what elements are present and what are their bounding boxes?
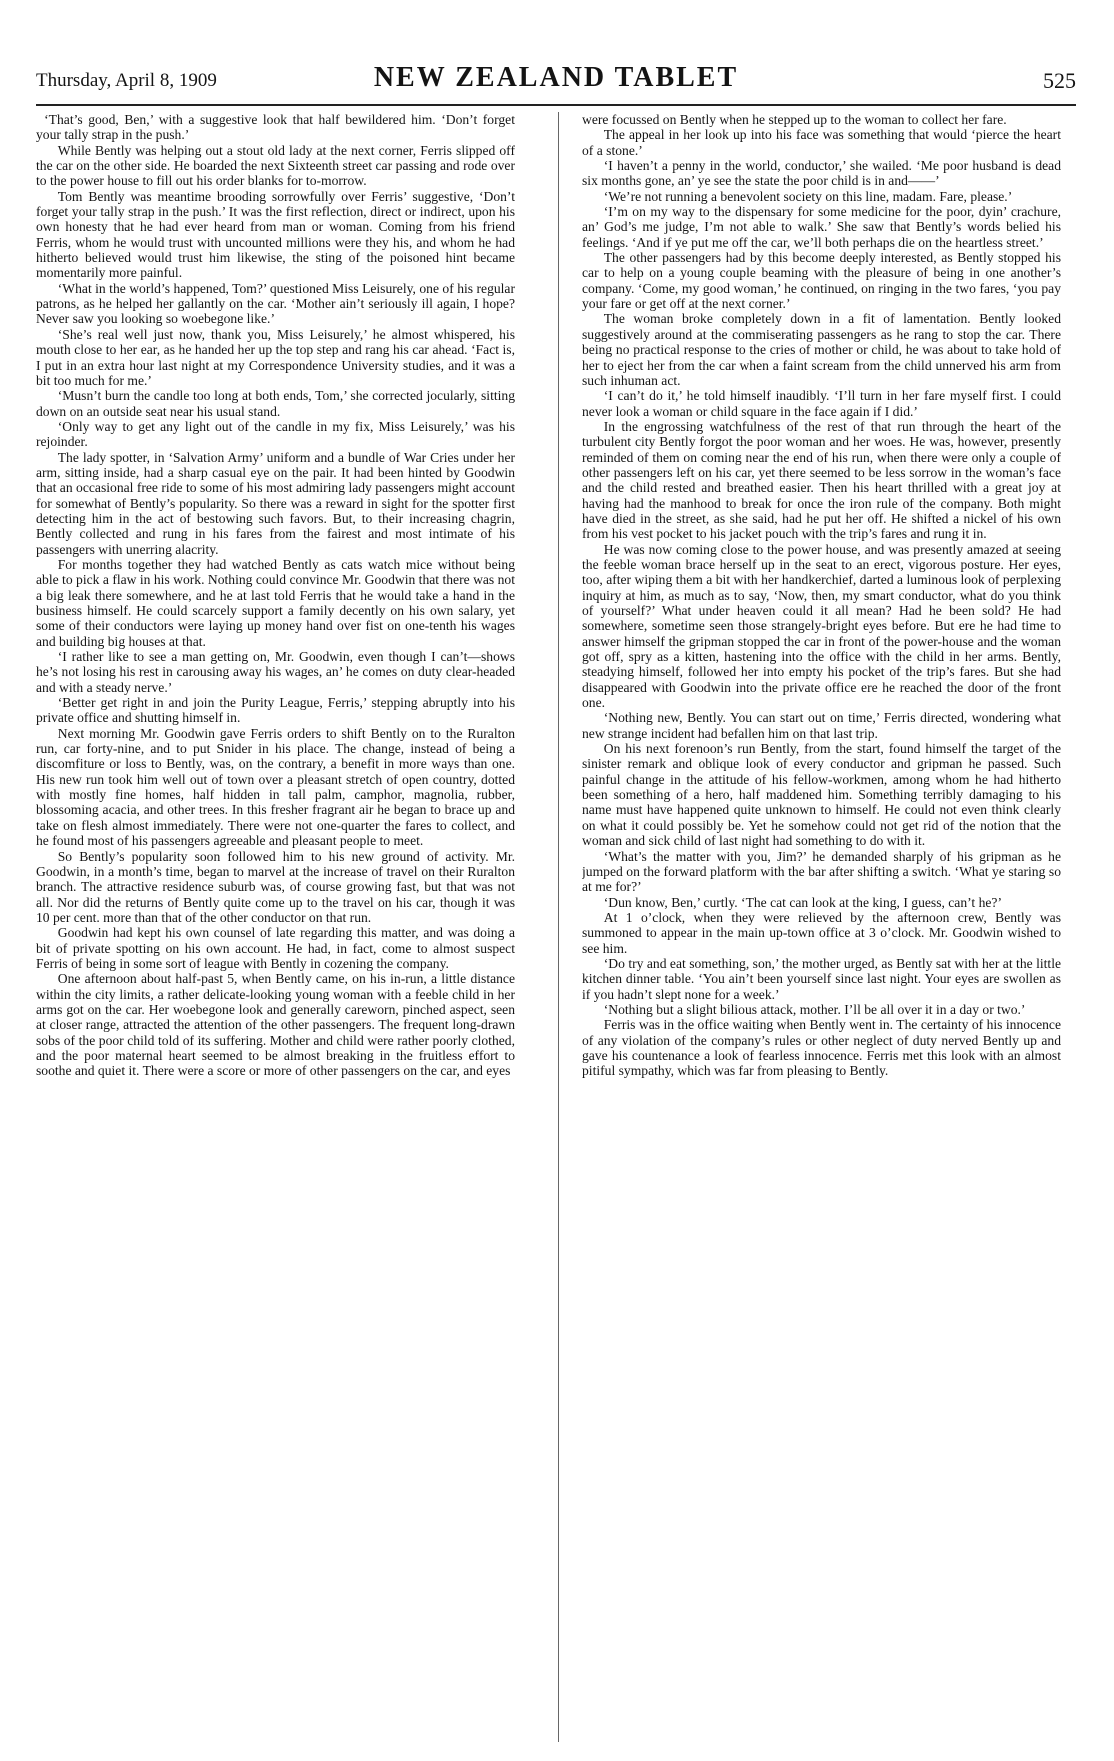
paragraph: The woman broke completely down in a fit of lamentation. Bently looked suggestively around at the commiserating passengers as he rang to stop the car. There being no practical response to the cries of mother or child, he was about to take hold of her to eject her from the car when a faint scream from the child unnerved his arm from such inhuman act. xyxy=(582,311,1061,388)
page-number: 525 xyxy=(1043,68,1076,93)
paragraph: ‘Nothing but a slight bilious attack, mother. I’ll be all over it in a day or two.’ xyxy=(603,1001,1026,1017)
issue-date: Thursday, April 8, 1909 xyxy=(36,70,217,91)
paragraph: ‘I can’t do it,’ he told himself inaudibly. ‘I’ll turn in her fare myself first. I could never look a woman or child square in the face again if I did.’ xyxy=(582,388,1061,419)
page-header xyxy=(36,62,1076,100)
paragraph: ‘Do try and eat something, son,’ the mother urged, as Bently sat with her at the little kitchen dinner table. ‘You ain’t been yourself since last night. Your eyes are swollen as if you hadn’t slept none for a week.’ xyxy=(582,955,1061,1002)
paragraph: ‘What in the world’s happened, Tom?’ questioned Miss Leisurely, one of his regular patrons, as he helped her gallantly on the car. ‘Mother ain’t seriously ill again, I hope? Never saw you looking so woebegone like.’ xyxy=(36,280,515,327)
paragraph: One afternoon about half-past 5, when Bently came, on his in-run, a little distance within the city limits, a rather delicate-looking young woman with a feeble child in her arms got on the car. Her woebegone look and generally careworn, pinched aspect, seen at closer range, attracted the attention of the other passengers. The frequent long-drawn sobs of the poor child told of its suffering. Mother and child were rather poorly clothed, and the poor maternal heart seemed to be almost breaking in the fruitless effort to soothe and quiet it. There were a score or more of other passengers on the car, and eyes xyxy=(36,971,515,1079)
paragraph: For months together they had watched Bently as cats watch mice without being able to pick a flaw in his work. Nothing could convince Mr. Goodwin that there was not a big leak there somewhere, and he at last told Ferris that he would take a hand in the business himself. He could scarcely support a family decently on his own salary, yet some of their conductors were laying up money hand over fist on one-tenth his wages and building big houses at that. xyxy=(36,556,515,649)
paragraph: ‘I rather like to see a man getting on, Mr. Goodwin, even though I can’t—shows he’s not losing his rest in carousing away his wages, an’ he comes on duty clear-headed and with a steady nerve.’ xyxy=(36,649,515,695)
paragraph: ‘I’m on my way to the dispensary for some medicine for the poor, dyin’ crachure, an’ God’s me judge, I’m not able to walk.’ She saw that Bently’s words belied his feelings. ‘And if ye put me off the car, we’ll both perhaps die on the heartless street.’ xyxy=(582,204,1061,250)
paragraph: On his next forenoon’s run Bently, from the start, found himself the target of the sinister remark and oblique look of every conductor and gripman he passed. Such painful change in the attitude of his fellow-workmen, among whom he had hitherto been something of a hero, half maddened him. Something terribly damaging to his name must have happened quite unknown to himself. He could not even think clearly on what it could possibly be. Yet he somehow could not get rid of the notion that the woman and sick child of last night had something to do with it. xyxy=(582,741,1061,849)
paragraph: At 1 o’clock, when they were relieved by the afternoon crew, Bently was summoned to appear in the main up-town office at 3 o’clock. Mr. Goodwin wished to see him. xyxy=(582,909,1061,956)
masthead-title: NEW ZEALAND TABLET xyxy=(373,62,739,93)
paragraph: The appeal in her look up into his face was something that would ‘pierce the heart of a stone.’ xyxy=(582,127,1061,158)
paragraph: The other passengers had by this become deeply interested, as Bently stopped his car to help on a young couple beaming with the pleasure of being in one another’s company. ‘Come, my good woman,’ he continued, on ringing in the two fares, ‘you pay your fare or get off at the next corner.’ xyxy=(582,250,1061,312)
paragraph: Next morning Mr. Goodwin gave Ferris orders to shift Bently on to the Ruralton run, car forty-nine, and to put Snider in his place. The change, instead of being a discomfiture or loss to Bently, was, on the contrary, a benefit in more ways than one. His new run took him well out of town over a pleasant stretch of open country, dotted with mostly fine homes, half hidden in tall palm, camphor, magnolia, rubber, blossoming acacia, and other trees. In this fresher fragrant air he began to brace up and take on flesh almost immediately. There were not one-quarter the fares to collect, and he found most of his passengers agreeable and pleasant people to meet. xyxy=(36,725,515,849)
paragraph: The lady spotter, in ‘Salvation Army’ uniform and a bundle of War Cries under her arm, sitting inside, had a sharp casual eye on the pair. It had been hinted by Goodwin that an occasional free ride to some of his most admiring lady passengers might account for somewhat of Bently’s popularity. So there was a reward in sight for the spotter first detecting him in the act of bestowing such favors. But, to their increasing chagrin, Bently collected and rung in his fares from the fairest and most intimate of his passengers with unerring alacrity. xyxy=(36,449,515,557)
right-column xyxy=(582,112,1061,1742)
paragraph: were focussed on Bently when he stepped up to the woman to collect her fare. xyxy=(582,112,1007,127)
paragraph: ‘Nothing new, Bently. You can start out on time,’ Ferris directed, wondering what new strange incident had befallen him on that last trip. xyxy=(582,710,1061,741)
left-column xyxy=(36,112,515,1742)
paragraph: In the engrossing watchfulness of the rest of that run through the heart of the turbulent city Bently forgot the poor woman and her woes. He was, however, presently reminded of them on coming near the end of his run, when there were only a couple of other passengers left on his car, yet there seemed to be less sorrow in the woman’s face and the child rested and breathed easier. Then his heart thrilled with a great joy at having had the manhood to break for once the iron rule of the company. Both might have died in the street, as she said, had he put her off. He shifted a nickel of his own from his vest pocket to his jacket pouch with the trip’s fares and rung it in. xyxy=(582,418,1061,542)
paragraph: ‘We’re not running a benevolent society on this line, madam. Fare, please.’ xyxy=(603,188,1013,204)
paragraph: ‘I haven’t a penny in the world, conductor,’ she wailed. ‘Me poor husband is dead six months gone, an’ ye see the state the poor child is in and——’ xyxy=(582,158,1061,189)
paragraph: ‘That’s good, Ben,’ with a suggestive look that half bewildered him. ‘Don’t forget your tally strap in the push.’ xyxy=(36,112,515,143)
paragraph: Goodwin had kept his own counsel of late regarding this matter, and was doing a bit of private spotting on his own account. He had, in fact, come to almost suspect Ferris of being in some sort of league with Bently in cozening the company. xyxy=(36,925,515,971)
paragraph: ‘Better get right in and join the Purity League, Ferris,’ stepping abruptly into his private office and shutting himself in. xyxy=(36,695,515,726)
paragraph: So Bently’s popularity soon followed him to his new ground of activity. Mr. Goodwin, in a month’s time, began to marvel at the increase of travel on their Ruralton branch. The attractive residence suburb was, of course growing fast, but that was not all. Nor did the returns of Bently quite come up to the travel on his car, though it was 10 per cent. more than that of the other conductor on that run. xyxy=(36,848,515,925)
paragraph: ‘Only way to get any light out of the candle in my fix, Miss Leisurely,’ was his rejoinder. xyxy=(36,418,515,450)
paragraph: Ferris was in the office waiting when Bently went in. The certainty of his innocence of any violation of the company’s rules or other neglect of duty nerved Bently up and gave his countenance a look of fearless innocence. Ferris met this look with an almost pitiful sympathy, which was far from pleasing to Bently. xyxy=(582,1017,1061,1079)
paragraph: ‘Dun know, Ben,’ curtly. ‘The cat can look at the king, I guess, can’t he?’ xyxy=(603,894,1002,910)
paragraph: Tom Bently was meantime brooding sorrowfully over Ferris’ suggestive, ‘Don’t forget your tally strap in the push.’ It was the first reflection, direct or indirect, upon his own honesty that he had ever heard from man or woman. Coming from his friend Ferris, whom he would trust with uncounted millions were they his, and whom he had hitherto believed would trust him likewise, the sting of the poisoned hint became momentarily more painful. xyxy=(36,188,515,281)
paragraph: He was now coming close to the power house, and was presently amazed at seeing the feeble woman brace herself up in the seat to an erect, vigorous posture. Her eyes, too, after wiping them a bit with her handkerchief, darted a luminous look of perplexing inquiry at him, as much as to say, ‘Now, then, my smart conductor, what do you think of yourself?’ What under heaven could it all mean? Had he been sold? He had somewhere, sometime seen those strangely-bright eyes before. But ere he had time to answer himself the gripman stopped the car in front of the power-house and the woman got off, spry as a kitten, hastening into the office with the child in her arms. Bently, steadying himself, followed her into empty his pocket of the trip’s fares. But she had disappeared with Goodwin into the private office ere he reached the door of the front one. xyxy=(582,541,1061,711)
paragraph: While Bently was helping out a stout old lady at the next corner, Ferris slipped off the car on the other side. He boarded the next Sixteenth street car passing and rode over to the power house to fill out his order blanks for to-morrow. xyxy=(36,142,515,189)
paragraph: ‘What’s the matter with you, Jim?’ he demanded sharply of his gripman as he jumped on the forward platform with the bar after shifting a switch. ‘What ye staring so at me for?’ xyxy=(582,848,1061,895)
column-divider xyxy=(558,112,559,1742)
header-rule xyxy=(36,104,1076,106)
paragraph: ‘Musn’t burn the candle too long at both ends, Tom,’ she corrected jocularly, sitting down on an outside seat near his usual stand. xyxy=(36,388,515,419)
paragraph: ‘She’s real well just now, thank you, Miss Leisurely,’ he almost whispered, his mouth close to her ear, as he handed her up the top step and rang his car ahead. ‘Fact is, I put in an extra hour last night at my Correspondence University studies, and it was a bit too much for me.’ xyxy=(36,326,515,388)
